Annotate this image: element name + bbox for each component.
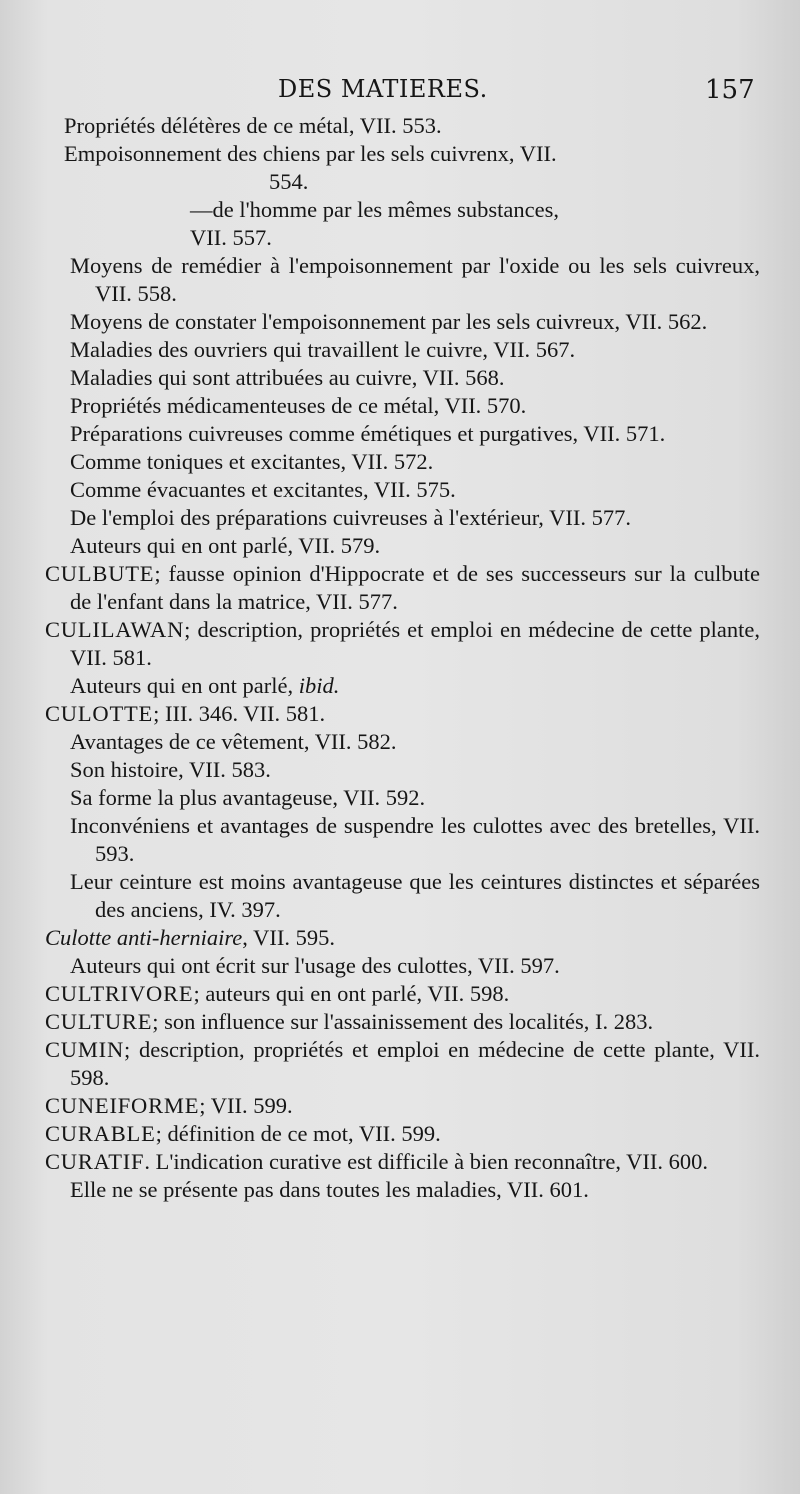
index-entry: CURABLE; définition de ce mot, VII. 599.	[45, 1121, 441, 1146]
index-entry: Auteurs qui ont écrit sur l'usage des culottes, VII. 597.	[70, 953, 560, 978]
running-title: DES MATIERES.	[278, 75, 488, 103]
index-entry: Comme toniques et excitantes, VII. 572.	[70, 449, 434, 474]
index-entry: Propriétés médicamenteuses de ce métal, VII. 570.	[70, 393, 527, 418]
headword: CURABLE	[45, 1121, 156, 1146]
headword: CULTRIVORE	[45, 981, 194, 1006]
index-entry: Empoisonnement des chiens par les sels cuivrenx, VII. 554.	[64, 141, 557, 194]
index-entry: Moyens de constater l'empoisonnement par les sels cuivreux, VII. 562.	[70, 309, 708, 334]
index-entry: Auteurs qui en ont parlé, VII. 579.	[70, 533, 381, 558]
index-entry: Moyens de remédier à l'empoisonnement par l'oxide ou les sels cuivreux, VII. 558.	[70, 253, 760, 306]
index-entry: CULTURE; son influence sur l'assainissement des localités, I. 283.	[45, 1009, 654, 1034]
headword: CUMIN	[45, 1037, 125, 1062]
page-header	[0, 75, 800, 105]
index-entry: Maladies qui sont attribuées au cuivre, VII. 568.	[70, 365, 505, 390]
index-entry: CULTRIVORE; auteurs qui en ont parlé, VII. 598.	[45, 981, 510, 1006]
index-entry: CUNEIFORME; VII. 599.	[45, 1093, 293, 1118]
index-entry: CULOTTE; III. 346. VII. 581.	[45, 701, 326, 726]
headword: CUNEIFORME	[45, 1093, 200, 1118]
headword: CULBUTE	[45, 561, 155, 586]
italic-headword: Culotte anti-herniaire	[45, 925, 243, 950]
headword: CULTURE	[45, 1009, 153, 1034]
index-entry: Inconvéniens et avantages de suspendre les culottes avec des bretelles, VII. 593.	[70, 813, 760, 866]
index-entry: CULILAWAN; description, propriétés et emploi en médecine de cette plante, VII. 581.	[45, 617, 760, 670]
index-entry: Maladies des ouvriers qui travaillent le cuivre, VII. 567.	[70, 337, 576, 362]
index-entry: Auteurs qui en ont parlé, ibid.	[70, 673, 340, 698]
index-entries	[45, 112, 760, 1204]
index-entry: Propriétés délétères de ce métal, VII. 553.	[64, 113, 442, 138]
index-entry: Culotte anti-herniaire, VII. 595.	[45, 925, 335, 950]
index-entry: CULBUTE; fausse opinion d'Hippocrate et de ses successeurs sur la culbute de l'enfant dans la matrice, VII. 577.	[45, 561, 760, 614]
index-entry: Préparations cuivreuses comme émétiques et purgatives, VII. 571.	[70, 421, 666, 446]
index-entry: De l'emploi des préparations cuivreuses à l'extérieur, VII. 577.	[70, 505, 631, 530]
index-entry: Comme évacuantes et excitantes, VII. 575.	[70, 477, 456, 502]
index-entry: Son histoire, VII. 583.	[70, 757, 271, 782]
index-entry: Avantages de ce vêtement, VII. 582.	[70, 729, 397, 754]
index-entry: CURATIF. L'indication curative est difficile à bien reconnaître, VII. 600.	[45, 1149, 709, 1174]
index-entry: Elle ne se présente pas dans toutes les maladies, VII. 601.	[70, 1177, 589, 1202]
index-entry: CUMIN; description, propriétés et emploi en médecine de cette plante, VII. 598.	[45, 1037, 760, 1090]
index-entry: Leur ceinture est moins avantageuse que les ceintures distinctes et séparées des anciens, IV. 397.	[70, 869, 760, 922]
index-entry: Sa forme la plus avantageuse, VII. 592.	[70, 785, 426, 810]
headword: CURATIF	[45, 1149, 145, 1174]
page-number: 157	[705, 75, 755, 105]
headword: CULILAWAN	[45, 617, 185, 642]
index-entry: —de l'homme par les mêmes substances, VII. 557.	[190, 197, 559, 250]
headword: CULOTTE	[45, 701, 154, 726]
